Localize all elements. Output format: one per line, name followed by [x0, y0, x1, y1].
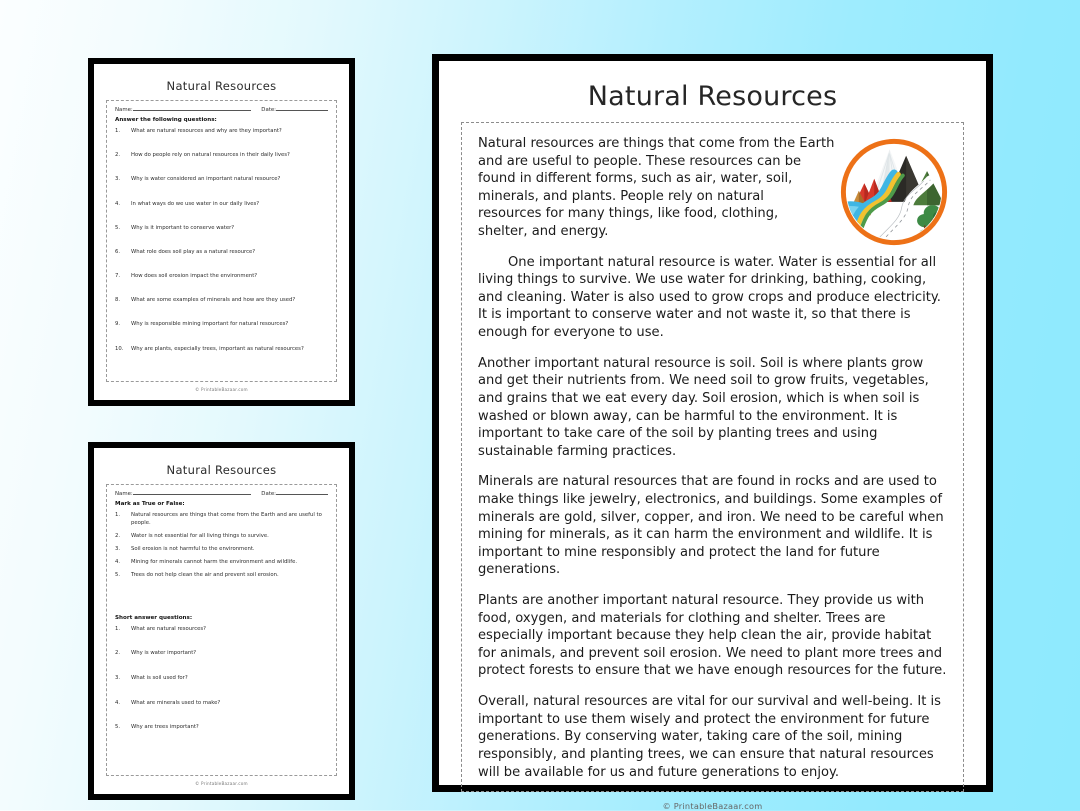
question-text: Mining for minerals cannot harm the environment and wildlife.	[131, 559, 298, 566]
list-item	[115, 128, 328, 136]
question-text: Why are trees important?	[131, 724, 199, 731]
worksheet-two-title: Natural Resources	[166, 463, 277, 477]
question-text: Water is not essential for all living things to survive.	[131, 532, 269, 539]
worksheet-one-name-date-row	[115, 107, 328, 113]
worksheet-two-true-false-heading: Mark as True or False:	[115, 501, 185, 507]
question-number: 2.	[115, 152, 121, 159]
main-page-footer: © PrintableBazaar.com	[662, 801, 763, 811]
question-number: 5.	[115, 224, 121, 231]
worksheet-one-name-label: Name:	[115, 107, 133, 113]
worksheet-two-date-label: Date:	[261, 491, 276, 497]
question-text: Why is responsible mining important for natural resources?	[131, 321, 289, 328]
list-item	[115, 700, 328, 708]
question-text: What are some examples of minerals and how are they used?	[131, 297, 296, 304]
worksheet-two-short-answer-heading: Short answer questions:	[115, 614, 193, 621]
list-item	[115, 152, 328, 160]
question-text: What are minerals used to make?	[131, 699, 221, 706]
question-text: Soil erosion is not harmful to the environment.	[131, 546, 255, 553]
list-item	[115, 626, 328, 634]
passage-paragraph-2-text: One important natural resource is water. Water is essential for all living things to survive. We use water for drinking, bathing, cooking, and cleaning. Water is also used to grow crops and produce electricity. It is important to conserve water and not waste it, so that there is enough for everyone to use.	[478, 254, 941, 341]
list-item	[115, 321, 328, 329]
question-number: 3.	[115, 674, 121, 681]
worksheet-two-name-input[interactable]	[133, 491, 251, 495]
question-number: 8.	[115, 297, 121, 304]
question-number: 10.	[115, 345, 124, 352]
worksheet-one-name-input[interactable]	[133, 107, 251, 111]
list-item	[115, 512, 328, 527]
worksheet-one-date-label: Date:	[261, 107, 276, 113]
worksheet-two-short-answer-list	[115, 626, 328, 732]
list-item	[115, 559, 328, 567]
question-text: What are natural resources and why are they important?	[131, 128, 282, 134]
passage-paragraph-6: Overall, natural resources are vital for our survival and well-being. It is important to use them wisely and protect the environment for future generations. By conserving water, taking care of the soil, mining responsibly, and planting trees, we can ensure that natural resources will be available for us and future generations to enjoy.	[478, 694, 941, 780]
worksheet-one-title: Natural Resources	[166, 79, 277, 93]
passage-paragraph-3: Another important natural resource is soil. Soil is where plants grow and get their nutrients from. We need soil to grow fruits, vegetables, and grains that we eat every day. Soil erosion, which is when soil is washed or blown away, can be harmful to the environment. It is important to take care of the soil by planting trees and using sustainable farming practices.	[478, 355, 929, 459]
worksheet-two-true-false-list	[115, 512, 328, 580]
worksheet-two-page[interactable]	[88, 442, 355, 800]
main-reading-page[interactable]	[432, 54, 993, 811]
question-number: 1.	[115, 625, 121, 632]
question-number: 3.	[115, 546, 121, 553]
question-text: What is soil used for?	[131, 674, 188, 681]
worksheet-two-footer: © PrintableBazaar.com	[195, 781, 248, 786]
list-item	[115, 273, 328, 281]
worksheet-one-date-input[interactable]	[276, 107, 328, 111]
question-number: 1.	[115, 128, 121, 134]
question-number: 9.	[115, 321, 121, 328]
list-item	[115, 650, 328, 658]
question-text: How do people rely on natural resources in their daily lives?	[131, 152, 290, 159]
list-item	[115, 572, 328, 580]
list-item	[115, 201, 328, 209]
question-number: 7.	[115, 273, 121, 280]
worksheet-two-name-group	[115, 491, 251, 497]
worksheet-one-heading: Answer the following questions:	[115, 117, 217, 123]
question-text: What are natural resources?	[131, 625, 206, 632]
main-passage-box	[461, 122, 964, 792]
question-number: 1.	[115, 512, 121, 518]
question-text: In what ways do we use water in our daily lives?	[131, 200, 260, 207]
question-number: 2.	[115, 532, 121, 539]
list-item	[115, 297, 328, 305]
list-item	[115, 176, 328, 184]
list-item	[115, 675, 328, 683]
worksheet-one-page[interactable]	[88, 58, 355, 406]
worksheet-two-name-date-row	[115, 491, 328, 497]
question-text: Why are plants, especially trees, important as natural resources?	[131, 345, 304, 352]
passage-paragraph-5: Plants are another important natural resource. They provide us with food, oxygen, and materials for clothing and shelter. Trees are especially important because they help clean the air, provide habitat for animals, and prevent soil erosion. We need to plant more trees and protect forests to ensure that we have enough resources for the future.	[478, 593, 947, 679]
question-number: 4.	[115, 200, 121, 207]
list-item	[115, 546, 328, 554]
question-text: Natural resources are things that come from the Earth and are useful to people.	[131, 512, 322, 526]
worksheet-two-date-group	[261, 491, 328, 497]
question-text: Trees do not help clean the air and prevent soil erosion.	[131, 572, 279, 579]
list-item	[115, 346, 328, 354]
worksheet-one-sheet	[94, 64, 349, 400]
worksheet-one-footer: © PrintableBazaar.com	[195, 387, 248, 392]
passage-paragraph-4: Minerals are natural resources that are found in rocks and are used to make things like jewelry, electronics, and buildings. Some examples of minerals are gold, silver, copper, and iron. We need to be careful when mining for minerals, as it can harm the environment and wildlife. It is important to mine responsibly and protect the land for future generations.	[478, 474, 944, 578]
question-number: 4.	[115, 699, 121, 706]
worksheet-two-name-label: Name:	[115, 491, 133, 497]
question-number: 2.	[115, 650, 121, 657]
list-item	[115, 533, 328, 541]
list-item	[115, 724, 328, 732]
worksheet-two-content-box	[106, 484, 337, 776]
page-title: Natural Resources	[587, 81, 838, 112]
worksheet-two-sheet	[94, 448, 349, 794]
worksheet-one-name-group	[115, 107, 251, 113]
worksheet-two-date-input[interactable]	[276, 491, 328, 495]
main-reading-sheet	[439, 61, 986, 811]
question-text: Why is water considered an important natural resource?	[131, 176, 281, 183]
passage-paragraph-2	[478, 254, 949, 342]
question-text: What role does soil play as a natural resource?	[131, 248, 256, 255]
passage-paragraph-1: Natural resources are things that come from the Earth and are useful to people. These resources can be found in different forms, such as air, water, soil, minerals, and plants. People rely on natural resources for many things, like food, clothing, shelter, and energy.	[478, 136, 835, 240]
worksheet-one-date-group	[261, 107, 328, 113]
worksheet-two-spacer	[115, 586, 328, 612]
worksheet-one-question-list	[115, 128, 328, 353]
question-text: Why is water important?	[131, 650, 197, 657]
question-number: 4.	[115, 559, 121, 566]
list-item	[115, 225, 328, 233]
question-number: 5.	[115, 724, 121, 731]
question-text: Why is it important to conserve water?	[131, 224, 235, 231]
question-number: 5.	[115, 572, 121, 579]
worksheet-one-content-box	[106, 100, 337, 382]
nature-landscape-circle-icon	[839, 137, 949, 247]
question-number: 3.	[115, 176, 121, 183]
question-text: How does soil erosion impact the environment?	[131, 273, 258, 280]
list-item	[115, 249, 328, 257]
question-number: 6.	[115, 248, 121, 255]
